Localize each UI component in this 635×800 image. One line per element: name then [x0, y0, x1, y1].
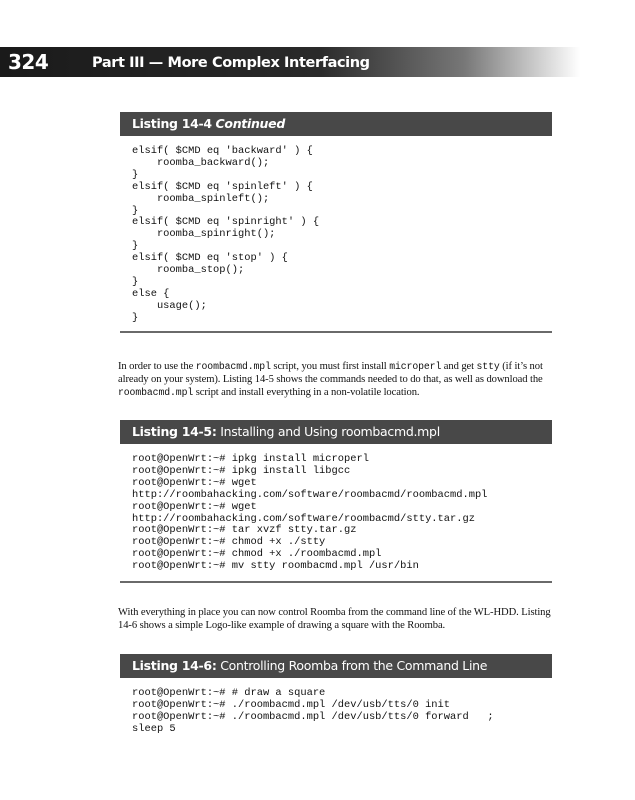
inline-code: stty — [476, 361, 500, 372]
page-number: 324 — [8, 50, 49, 74]
listing-14-4-heading — [120, 112, 552, 136]
inline-code: roombacmd.mpl — [118, 387, 194, 399]
inline-code: microperl — [389, 361, 442, 372]
listing-continued-label: Continued — [215, 116, 285, 131]
listing-14-5-heading — [120, 420, 552, 444]
part-title: Part III — More Complex Interfacing — [92, 55, 370, 71]
listing-caption: Installing and Using roombacmd.mpl — [216, 424, 440, 439]
listing-14-6-code: root@OpenWrt:~# # draw a square root@OpenWrt:~# ./roombacmd.mpl /dev/usb/tts/0 init root@OpenWrt:~# ./roombacmd.mpl /dev/usb/tts/0 forward ; sleep 5 — [132, 687, 494, 735]
listing-label: Listing 14-6: — [132, 658, 217, 673]
listing-14-4-code: elsif( $CMD eq 'backward' ) { roomba_backward(); } elsif( $CMD eq 'spinleft' ) { roomba_spinleft(); } elsif( $CMD eq 'spinright' ) { roomba_spinright(); } elsif( $CMD eq 'stop' ) { roomba_stop(); } else { usage(); } — [132, 145, 320, 324]
paragraph-control-roomba: With everything in place you can now control Roomba from the command line of the WL-HDD. Listing 14-6 shows a simple Logo-like example of drawing a square with the Roomba. — [118, 607, 551, 632]
listing-14-6-heading — [120, 654, 552, 678]
listing-14-5-code: root@OpenWrt:~# ipkg install microperl root@OpenWrt:~# ipkg install libgcc root@OpenWrt:~# wget http://roombahacking.com/software/roombacmd/roombacmd.mpl root@OpenWrt:~# wget http://roombahacking.com/software/roombacmd/stty.tar.gz root@OpenWrt:~# tar xvzf stty.tar.gz root@OpenWrt:~# chmod +x ./stty root@OpenWrt:~# chmod +x ./roombacmd.mpl root@OpenWrt:~# mv stty roombacmd.mpl /usr/bin — [132, 453, 488, 573]
listing-14-5-bottom-rule — [120, 581, 552, 583]
paragraph-install-instructions: In order to use the roombacmd.mpl script, you must first install microperl and get stty (if it’s not already on your system). Listing 14-5 shows the commands needed to do that, as well as download the roombacmd.mpl script and install everything in a non-volatile location. — [118, 361, 543, 399]
listing-label: Listing 14-5: — [132, 424, 217, 439]
listing-14-4-bottom-rule — [120, 331, 552, 333]
listing-label: Listing 14-4 — [132, 116, 212, 131]
listing-caption: Controlling Roomba from the Command Line — [216, 658, 488, 673]
inline-code: roombacmd.mpl — [195, 361, 271, 372]
